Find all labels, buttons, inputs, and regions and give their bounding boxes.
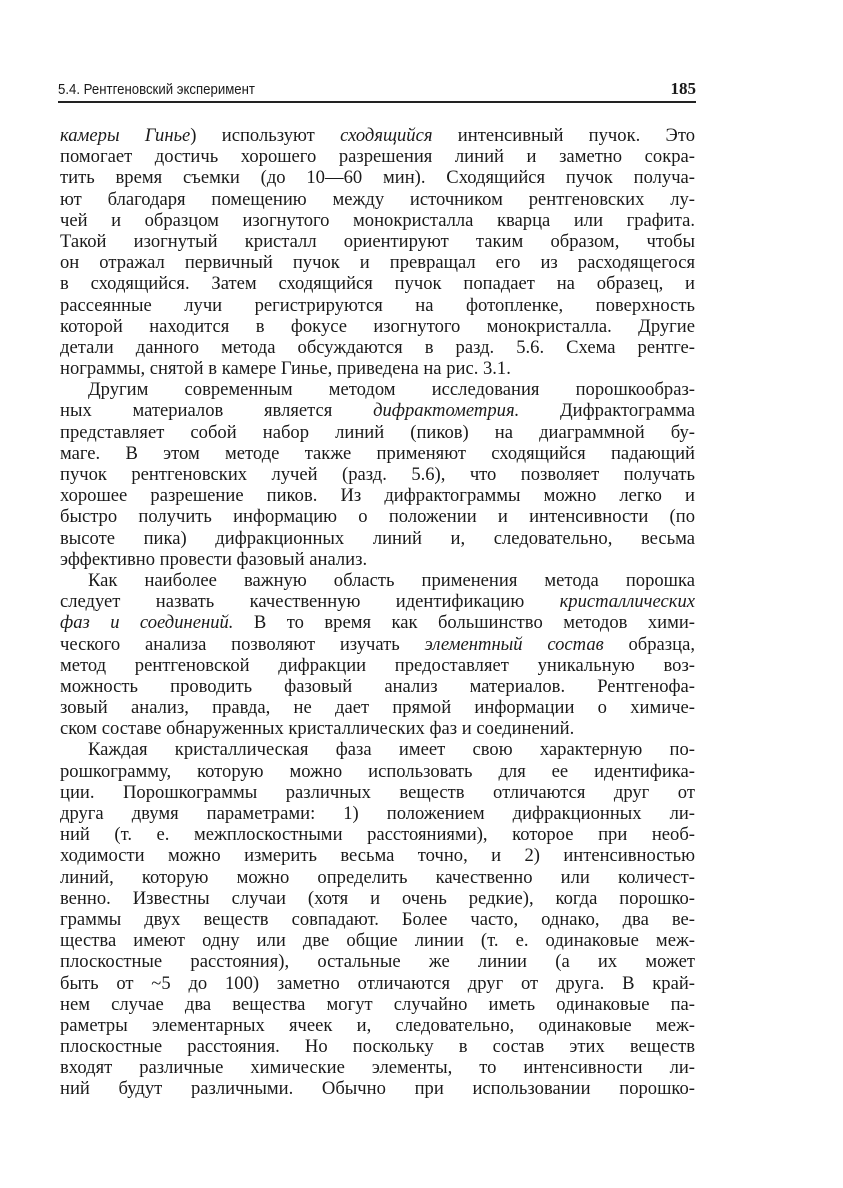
section-title: 5.4. Рентгеновский эксперимент	[58, 81, 255, 98]
paragraph	[60, 125, 695, 379]
italic-term: фаз и соединений.	[60, 612, 234, 634]
paragraph	[60, 739, 695, 1099]
text-run: интенсивный пучок. Это	[432, 125, 695, 146]
text-line	[60, 167, 695, 188]
text-run: В то время как большинство методов хими-	[233, 612, 695, 634]
text-line	[60, 909, 695, 930]
text-line	[60, 845, 695, 866]
text-line	[60, 189, 695, 210]
text-run: входят различные химические элементы, то интенсивности ли-	[60, 1057, 695, 1079]
text-run: Другим современным методом исследования порошкообраз-	[88, 379, 695, 401]
text-line	[60, 295, 695, 316]
text-run: помогает достичь хорошего разрешения линий и заметно сокра-	[60, 146, 695, 168]
text-run: в сходящийся. Затем сходящийся пучок попадает на образец, и	[60, 273, 695, 295]
page-body	[60, 125, 695, 1100]
text-run: быстро получить информацию о положении и интенсивности (по	[60, 506, 695, 528]
text-run: ных материалов является	[60, 400, 374, 422]
text-run: Дифрактограмма	[519, 400, 695, 422]
text-line	[60, 485, 695, 506]
text-run: высоте пика) дифракционных линий и, следовательно, весьма	[60, 527, 695, 549]
text-run: нем случае два вещества могут случайно иметь одинаковые па-	[60, 993, 695, 1015]
text-run: рассеянные лучи регистрируются на фотопленке, поверхность	[60, 294, 695, 316]
text-run: венно. Известны случаи (хотя и очень редкие), когда порошко-	[60, 887, 695, 909]
text-run: друга двумя параметрами: 1) положением дифракционных ли-	[60, 803, 695, 824]
text-line	[60, 718, 695, 739]
text-run: плоскостные расстояния. Но поскольку в состав этих веществ	[60, 1036, 695, 1058]
text-line	[60, 1057, 695, 1078]
text-line	[60, 612, 695, 633]
text-run: представляет собой набор линий (пиков) на диаграммной бу-	[60, 421, 695, 443]
text-line	[60, 400, 695, 421]
italic-term: камеры Гинье	[60, 125, 191, 146]
text-run: пучок рентгеновских лучей (разд. 5.6), что позволяет получать	[60, 464, 695, 485]
text-line	[60, 337, 695, 358]
text-run: детали данного метода обсуждаются в разд. 5.6. Схема рентге-	[60, 336, 695, 358]
text-run: щества имеют одну или две общие линии (т. е. одинаковые меж-	[60, 930, 695, 952]
text-line	[60, 1015, 695, 1036]
text-run: тить время съемки (до 10—60 мин). Сходящийся пучок получа-	[60, 167, 695, 189]
paragraph	[60, 379, 695, 570]
text-run: зовый анализ, правда, не дает прямой информации о химиче-	[60, 697, 695, 719]
text-line	[60, 146, 695, 167]
text-run: плоскостные расстояния), остальные же линии (а их может	[60, 951, 695, 973]
text-run: раметры элементарных ячеек и, следовательно, одинаковые меж-	[60, 1014, 695, 1036]
text-line	[60, 464, 695, 485]
text-run: ют благодаря помещению между источником рентгеновских лу-	[60, 188, 695, 210]
text-line	[60, 697, 695, 718]
text-run: образца,	[603, 633, 695, 655]
text-run: граммы двух веществ совпадают. Более часто, однако, два ве-	[60, 908, 695, 930]
text-line	[60, 994, 695, 1015]
text-run: хорошее разрешение пиков. Из дифрактограммы можно легко и	[60, 485, 695, 507]
text-run: ходимости можно измерить весьма точно, и 2) интенсивностью	[60, 845, 695, 867]
text-line	[60, 1078, 695, 1099]
text-line	[60, 549, 695, 570]
text-line	[60, 316, 695, 337]
text-run: следует назвать качественную идентификацию	[60, 591, 560, 613]
page-number: 185	[670, 79, 696, 98]
text-line	[60, 824, 695, 845]
italic-term: сходящийся	[340, 125, 433, 146]
italic-term: элементный состав	[424, 633, 604, 655]
text-line	[60, 782, 695, 803]
text-run: ции. Порошкограммы различных веществ отличаются друг от	[60, 781, 695, 803]
running-header	[58, 79, 696, 103]
text-line	[60, 570, 695, 591]
text-line	[60, 951, 695, 972]
text-line	[60, 528, 695, 549]
text-line	[60, 443, 695, 464]
text-run: чей и образцом изогнутого монокристалла кварца или графита.	[60, 209, 695, 231]
text-run: Как наиболее важную область применения метода порошка	[88, 569, 695, 591]
text-line	[60, 973, 695, 994]
text-line	[60, 676, 695, 697]
text-run: эффективно провести фазовый анализ.	[60, 548, 368, 570]
text-run: Такой изогнутый кристалл ориентируют таким образом, чтобы	[60, 230, 695, 252]
text-line	[60, 591, 695, 612]
text-line	[60, 506, 695, 527]
text-run: он отражал первичный пучок и превращал его из расходящегося	[60, 252, 695, 274]
text-line	[60, 231, 695, 252]
text-run: нограммы, снятой в камере Гинье, приведена на рис. 3.1.	[60, 358, 511, 380]
text-line	[60, 867, 695, 888]
text-run: метод рентгеновской дифракции предоставляет уникальную воз-	[60, 654, 695, 676]
text-run: быть от ~5 до 100) заметно отличаются друг от друга. В край-	[60, 972, 695, 994]
text-line	[60, 273, 695, 294]
text-run: ческого анализа позволяют изучать	[60, 633, 425, 655]
text-line	[60, 888, 695, 909]
text-line	[60, 739, 695, 760]
text-line	[60, 761, 695, 782]
text-run: ) используют	[190, 125, 341, 146]
text-line	[60, 252, 695, 273]
text-line	[60, 655, 695, 676]
text-run: маге. В этом методе также применяют сходящийся падающий	[60, 442, 695, 464]
text-line	[60, 634, 695, 655]
text-line	[60, 1036, 695, 1057]
paragraph	[60, 570, 695, 740]
text-line	[60, 358, 695, 379]
text-run: ний будут различными. Обычно при использовании порошко-	[60, 1078, 695, 1100]
text-run: можность проводить фазовый анализ материалов. Рентгенофа-	[60, 675, 695, 697]
italic-term: дифрактометрия.	[373, 400, 520, 422]
text-run: ний (т. е. межплоскостными расстояниями), которое при необ-	[60, 824, 695, 846]
text-line	[60, 379, 695, 400]
text-line	[60, 125, 695, 146]
text-line	[60, 930, 695, 951]
text-line	[60, 422, 695, 443]
text-run: ском составе обнаруженных кристаллических фаз и соединений.	[60, 718, 575, 740]
text-line	[60, 803, 695, 824]
text-run: которой находится в фокусе изогнутого монокристалла. Другие	[60, 315, 695, 337]
text-run: линий, которую можно определить качественно или количест-	[60, 866, 695, 888]
text-run: рошкограмму, которую можно использовать для ее идентифика-	[60, 760, 695, 782]
text-line	[60, 210, 695, 231]
text-run: Каждая кристаллическая фаза имеет свою характерную по-	[88, 739, 695, 761]
italic-term: кристаллических	[559, 591, 695, 613]
